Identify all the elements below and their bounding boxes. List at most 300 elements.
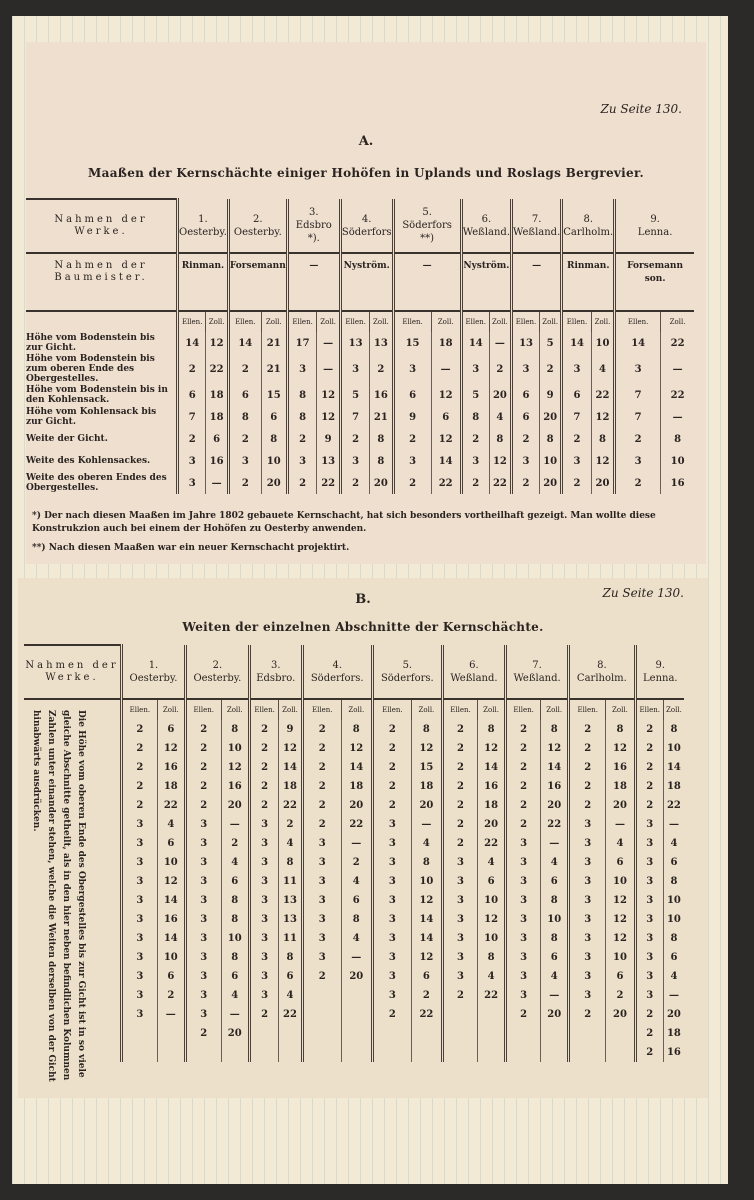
unit-zoll: Zoll.: [206, 311, 228, 332]
unit-zoll: Zoll.: [157, 699, 185, 720]
ellen-value: 2: [302, 967, 341, 986]
ellen-value: 3: [569, 834, 606, 853]
zoll-value: 20: [341, 796, 372, 815]
zoll-value: 12: [478, 910, 506, 929]
unit-ellen: Ellen.: [249, 699, 278, 720]
ellen-value: 13: [340, 332, 369, 354]
ellen-value: 2: [635, 777, 663, 796]
zoll-value: 9: [540, 384, 562, 406]
zoll-value: 8: [541, 929, 569, 948]
ellen-value: 3: [442, 967, 477, 986]
spacer: [24, 796, 122, 815]
zoll-value: 6: [279, 967, 302, 986]
column-name: Lenna.: [637, 226, 673, 238]
ellen-value: 3: [122, 1005, 158, 1024]
ellen-value: 3: [302, 929, 341, 948]
zoll-value: 14: [411, 929, 442, 948]
zoll-value: 12: [431, 384, 461, 406]
table-a: [26, 198, 694, 494]
ellen-value: 3: [569, 815, 606, 834]
ellen-value: 2: [635, 758, 663, 777]
zoll-value: 18: [279, 777, 302, 796]
column-header: [506, 645, 569, 699]
ellen-value: 2: [302, 815, 341, 834]
table-title: Weiten der einzelnen Abschnitte der Kernschächte.: [182, 620, 544, 634]
ellen-value: 2: [122, 796, 158, 815]
works-header: Nahmen der Werke.: [24, 645, 122, 699]
ellen-value: 3: [249, 986, 278, 1005]
column-number: 3.: [270, 659, 281, 671]
ellen-value: 3: [122, 948, 158, 967]
ellen-value: 2: [287, 428, 317, 450]
column-number: 3.: [309, 207, 319, 218]
table-row: [24, 796, 684, 815]
zoll-value: 20: [341, 967, 372, 986]
unit-zoll: Zoll.: [370, 311, 393, 332]
ellen-value: 8: [287, 384, 317, 406]
builder-name: Nyström.: [340, 253, 393, 311]
unit-ellen: Ellen.: [461, 311, 489, 332]
unit-zoll: Zoll.: [261, 311, 287, 332]
ellen-value: 2: [302, 796, 341, 815]
column-header: [615, 199, 694, 253]
ellen-value: 3: [287, 354, 317, 384]
unit-ellen: Ellen.: [340, 311, 369, 332]
spacer: [24, 872, 122, 891]
ellen-value: [506, 1043, 541, 1062]
zoll-value: 10: [157, 853, 185, 872]
table-row: [24, 853, 684, 872]
table-row: [24, 1024, 684, 1043]
zoll-value: 22: [317, 472, 340, 494]
ellen-value: 2: [340, 428, 369, 450]
zoll-value: 18: [206, 406, 228, 428]
zoll-value: 22: [341, 815, 372, 834]
spacer: [24, 1043, 122, 1062]
zoll-value: [279, 1024, 302, 1043]
ellen-value: 2: [461, 472, 489, 494]
zoll-value: 22: [431, 472, 461, 494]
zoll-value: —: [489, 332, 511, 354]
zoll-value: 14: [663, 758, 684, 777]
ellen-value: 2: [442, 796, 477, 815]
zoll-value: [541, 1024, 569, 1043]
zoll-value: 6: [541, 872, 569, 891]
zoll-value: 12: [206, 332, 228, 354]
zoll-value: 18: [431, 332, 461, 354]
column-name: Oesterby.: [233, 226, 282, 238]
ellen-value: 2: [615, 472, 661, 494]
zoll-value: 8: [261, 428, 287, 450]
zoll-value: 12: [591, 450, 614, 472]
unit-zoll: Zoll.: [540, 311, 562, 332]
ellen-value: 2: [228, 428, 261, 450]
zoll-value: 4: [591, 354, 614, 384]
table-row: [24, 929, 684, 948]
ellen-value: 3: [122, 834, 158, 853]
zoll-value: 20: [540, 472, 562, 494]
ellen-value: 2: [249, 739, 278, 758]
zoll-value: 2: [221, 834, 249, 853]
column-header: [562, 199, 615, 253]
spacer: [24, 910, 122, 929]
ellen-value: 15: [393, 332, 431, 354]
ellen-value: 2: [569, 777, 606, 796]
builder-name: Nyström.: [461, 253, 511, 311]
ellen-value: 3: [228, 450, 261, 472]
ellen-value: 2: [506, 796, 541, 815]
table-b: [24, 644, 684, 1062]
zoll-value: 5: [540, 332, 562, 354]
column-name: Weßland.: [513, 226, 561, 238]
spacer: [24, 758, 122, 777]
ellen-value: 2: [562, 428, 592, 450]
ellen-value: 3: [569, 929, 606, 948]
zoll-value: [478, 1024, 506, 1043]
zoll-value: 8: [606, 720, 635, 739]
zoll-value: 2: [341, 853, 372, 872]
zoll-value: 13: [370, 332, 393, 354]
ellen-value: [506, 1024, 541, 1043]
footnote-2: **) Nach diesen Maaßen war ein neuer Kernschacht projektirt.: [32, 543, 350, 553]
ellen-value: 2: [372, 720, 411, 739]
ellen-value: 3: [635, 891, 663, 910]
spacer: [24, 1005, 122, 1024]
spacer: [24, 853, 122, 872]
zoll-value: 6: [341, 891, 372, 910]
ellen-value: 3: [372, 834, 411, 853]
zoll-value: 2: [606, 986, 635, 1005]
ellen-value: 2: [372, 1005, 411, 1024]
zoll-value: 16: [661, 472, 694, 494]
unit-ellen: Ellen.: [393, 311, 431, 332]
zoll-value: 6: [157, 834, 185, 853]
zoll-value: —: [606, 815, 635, 834]
column-name: Söderfors **): [402, 220, 452, 244]
ellen-value: 3: [185, 853, 221, 872]
zoll-value: 16: [221, 777, 249, 796]
row-label: Weite des Kohlensackes.: [26, 456, 151, 466]
zoll-value: 11: [279, 872, 302, 891]
zoll-value: 10: [663, 910, 684, 929]
zoll-value: 20: [540, 406, 562, 428]
ellen-value: 3: [615, 450, 661, 472]
zoll-value: 22: [478, 986, 506, 1005]
column-number: 7.: [532, 659, 542, 671]
unit-ellen: Ellen.: [178, 311, 206, 332]
ellen-value: [372, 1024, 411, 1043]
zoll-value: 14: [431, 450, 461, 472]
unit-ellen: Ellen.: [506, 699, 541, 720]
zoll-value: 8: [221, 720, 249, 739]
zoll-value: 14: [341, 758, 372, 777]
zoll-value: 18: [157, 777, 185, 796]
zoll-value: 6: [541, 948, 569, 967]
ellen-value: 2: [122, 758, 158, 777]
ellen-value: 3: [569, 910, 606, 929]
zoll-value: 2: [370, 354, 393, 384]
sheet-b: [18, 578, 708, 1098]
spacer: [24, 1024, 122, 1043]
ellen-value: 14: [178, 332, 206, 354]
zoll-value: 12: [606, 739, 635, 758]
zoll-value: 6: [261, 406, 287, 428]
ellen-value: 2: [512, 428, 540, 450]
zoll-value: 12: [317, 406, 340, 428]
unit-zoll: Zoll.: [606, 699, 635, 720]
zoll-value: 4: [221, 853, 249, 872]
zoll-value: [341, 1005, 372, 1024]
column-number: 6.: [481, 213, 492, 225]
ellen-value: 2: [178, 354, 206, 384]
ellen-value: 3: [442, 910, 477, 929]
ellen-value: 2: [569, 1005, 606, 1024]
zoll-value: 8: [370, 450, 393, 472]
ellen-value: [302, 986, 341, 1005]
ellen-value: 2: [442, 720, 477, 739]
ellen-value: [372, 1043, 411, 1062]
ellen-value: 2: [372, 777, 411, 796]
table-row: [26, 428, 694, 450]
zoll-value: —: [411, 815, 442, 834]
zoll-value: 14: [157, 929, 185, 948]
builder-name: —: [512, 253, 562, 311]
ellen-value: 3: [615, 354, 661, 384]
ellen-value: 3: [512, 354, 540, 384]
ellen-value: 7: [178, 406, 206, 428]
ellen-value: 2: [393, 428, 431, 450]
ellen-value: 2: [228, 354, 261, 384]
zoll-value: 14: [157, 891, 185, 910]
ellen-value: 3: [185, 967, 221, 986]
ellen-value: 3: [461, 450, 489, 472]
zoll-value: —: [221, 1005, 249, 1024]
zoll-value: 22: [279, 796, 302, 815]
zoll-value: —: [431, 354, 461, 384]
ellen-value: [249, 1043, 278, 1062]
ellen-value: 17: [287, 332, 317, 354]
column-name: Söderfors.: [310, 672, 364, 684]
zoll-value: 6: [663, 853, 684, 872]
ellen-value: [442, 1043, 477, 1062]
ellen-value: 3: [569, 986, 606, 1005]
ellen-value: 3: [249, 910, 278, 929]
ellen-value: 2: [442, 777, 477, 796]
zoll-value: 12: [606, 929, 635, 948]
ellen-value: 2: [340, 472, 369, 494]
ellen-value: 2: [249, 720, 278, 739]
column-name: Carlholm.: [576, 672, 627, 684]
column-header: [185, 645, 249, 699]
zoll-value: 4: [279, 986, 302, 1005]
table-letter: B.: [355, 592, 371, 607]
zoll-value: 4: [411, 834, 442, 853]
unit-ellen: Ellen.: [512, 311, 540, 332]
zoll-value: 16: [157, 758, 185, 777]
ellen-value: 3: [249, 929, 278, 948]
zoll-value: 20: [541, 1005, 569, 1024]
ellen-value: 3: [506, 891, 541, 910]
zoll-value: [157, 1043, 185, 1062]
zoll-value: 14: [279, 758, 302, 777]
ellen-value: 3: [635, 834, 663, 853]
ellen-value: 3: [506, 986, 541, 1005]
table-row: [24, 872, 684, 891]
zoll-value: 12: [606, 891, 635, 910]
column-name: Weßland.: [450, 672, 498, 684]
ellen-value: 3: [635, 967, 663, 986]
ellen-value: 3: [442, 891, 477, 910]
ellen-value: 2: [249, 758, 278, 777]
zoll-value: —: [341, 948, 372, 967]
table-row: [24, 739, 684, 758]
ellen-value: 3: [340, 450, 369, 472]
zoll-value: 12: [411, 891, 442, 910]
table-row: [24, 948, 684, 967]
zoll-value: 22: [411, 1005, 442, 1024]
zoll-value: 18: [478, 796, 506, 815]
ellen-value: 3: [442, 948, 477, 967]
unit-zoll: Zoll.: [341, 699, 372, 720]
zoll-value: 6: [411, 967, 442, 986]
zoll-value: [606, 1043, 635, 1062]
ellen-value: 2: [506, 815, 541, 834]
ellen-value: 3: [249, 853, 278, 872]
ellen-value: 3: [178, 472, 206, 494]
ellen-value: 2: [442, 834, 477, 853]
table-row: [26, 354, 694, 384]
zoll-value: 20: [663, 1005, 684, 1024]
ellen-value: 7: [615, 406, 661, 428]
zoll-value: 13: [317, 450, 340, 472]
zoll-value: 10: [661, 450, 694, 472]
ellen-value: 3: [635, 948, 663, 967]
zoll-value: —: [317, 332, 340, 354]
table-row: [26, 406, 694, 428]
column-header: [635, 645, 684, 699]
zoll-value: 2: [540, 354, 562, 384]
ellen-value: 3: [506, 834, 541, 853]
zoll-value: 22: [279, 1005, 302, 1024]
ellen-value: 3: [122, 872, 158, 891]
ellen-value: 2: [635, 739, 663, 758]
unit-zoll: Zoll.: [431, 311, 461, 332]
zoll-value: 10: [221, 739, 249, 758]
ellen-value: 6: [228, 384, 261, 406]
zoll-value: 20: [370, 472, 393, 494]
spacer: [24, 815, 122, 834]
builder-name: Rinman.: [562, 253, 615, 311]
table-title: Maaßen der Kernschächte einiger Hohöfen in Uplands und Roslags Bergrevier.: [88, 166, 644, 180]
ellen-value: [302, 1043, 341, 1062]
zoll-value: [341, 986, 372, 1005]
ellen-value: 2: [569, 796, 606, 815]
ellen-value: 3: [122, 929, 158, 948]
ellen-value: 3: [372, 948, 411, 967]
zoll-value: —: [541, 986, 569, 1005]
zoll-value: 12: [591, 406, 614, 428]
spacer: [24, 739, 122, 758]
zoll-value: 21: [261, 354, 287, 384]
ellen-value: 2: [372, 796, 411, 815]
zoll-value: 16: [370, 384, 393, 406]
column-number: 1.: [148, 659, 159, 671]
zoll-value: 16: [606, 758, 635, 777]
table-row: [24, 720, 684, 739]
zoll-value: 8: [663, 872, 684, 891]
zoll-value: 8: [341, 910, 372, 929]
column-name: Söderfors.: [380, 672, 434, 684]
ellen-value: 3: [372, 986, 411, 1005]
ellen-value: 2: [635, 796, 663, 815]
zoll-value: 20: [591, 472, 614, 494]
unit-zoll: Zoll.: [661, 311, 694, 332]
column-header: [228, 199, 287, 253]
zoll-value: —: [206, 472, 228, 494]
ellen-value: 3: [302, 853, 341, 872]
spacer: [24, 967, 122, 986]
zoll-value: 8: [478, 720, 506, 739]
zoll-value: 20: [606, 796, 635, 815]
zoll-value: 16: [478, 777, 506, 796]
ellen-value: 2: [122, 739, 158, 758]
zoll-value: 6: [157, 967, 185, 986]
ellen-value: [569, 1024, 606, 1043]
ellen-value: 2: [569, 739, 606, 758]
zoll-value: 10: [411, 872, 442, 891]
ellen-value: 3: [442, 929, 477, 948]
ellen-value: 2: [185, 777, 221, 796]
column-header: [122, 645, 186, 699]
ellen-value: 3: [372, 967, 411, 986]
zoll-value: 10: [541, 910, 569, 929]
zoll-value: 2: [411, 986, 442, 1005]
zoll-value: —: [663, 986, 684, 1005]
row-label: Weite des oberen Endes des Obergestelles.: [26, 473, 167, 493]
ellen-value: 2: [506, 777, 541, 796]
zoll-value: —: [341, 834, 372, 853]
ellen-value: 2: [442, 739, 477, 758]
ellen-value: 3: [249, 967, 278, 986]
zoll-value: 6: [663, 948, 684, 967]
zoll-value: 12: [157, 872, 185, 891]
zoll-value: 2: [279, 815, 302, 834]
ellen-value: 2: [302, 720, 341, 739]
ellen-value: 3: [393, 450, 431, 472]
ellen-value: 2: [249, 796, 278, 815]
spacer: [26, 311, 178, 332]
zoll-value: 15: [261, 384, 287, 406]
builders-header: Nahmen der Baumeister.: [26, 253, 178, 311]
ellen-value: 3: [635, 910, 663, 929]
zoll-value: 16: [157, 910, 185, 929]
builder-name: —: [287, 253, 340, 311]
ellen-value: 2: [442, 758, 477, 777]
zoll-value: 8: [489, 428, 511, 450]
spacer: [24, 929, 122, 948]
column-header: [287, 199, 340, 253]
table-row: [26, 450, 694, 472]
zoll-value: 16: [541, 777, 569, 796]
ellen-value: 3: [635, 986, 663, 1005]
ellen-value: 3: [302, 948, 341, 967]
ellen-value: 3: [185, 815, 221, 834]
builder-name: Rinman.: [178, 253, 229, 311]
zoll-value: 12: [221, 758, 249, 777]
unit-zoll: Zoll.: [541, 699, 569, 720]
page-reference: Zu Seite 130.: [602, 586, 684, 600]
zoll-value: 16: [663, 1043, 684, 1062]
